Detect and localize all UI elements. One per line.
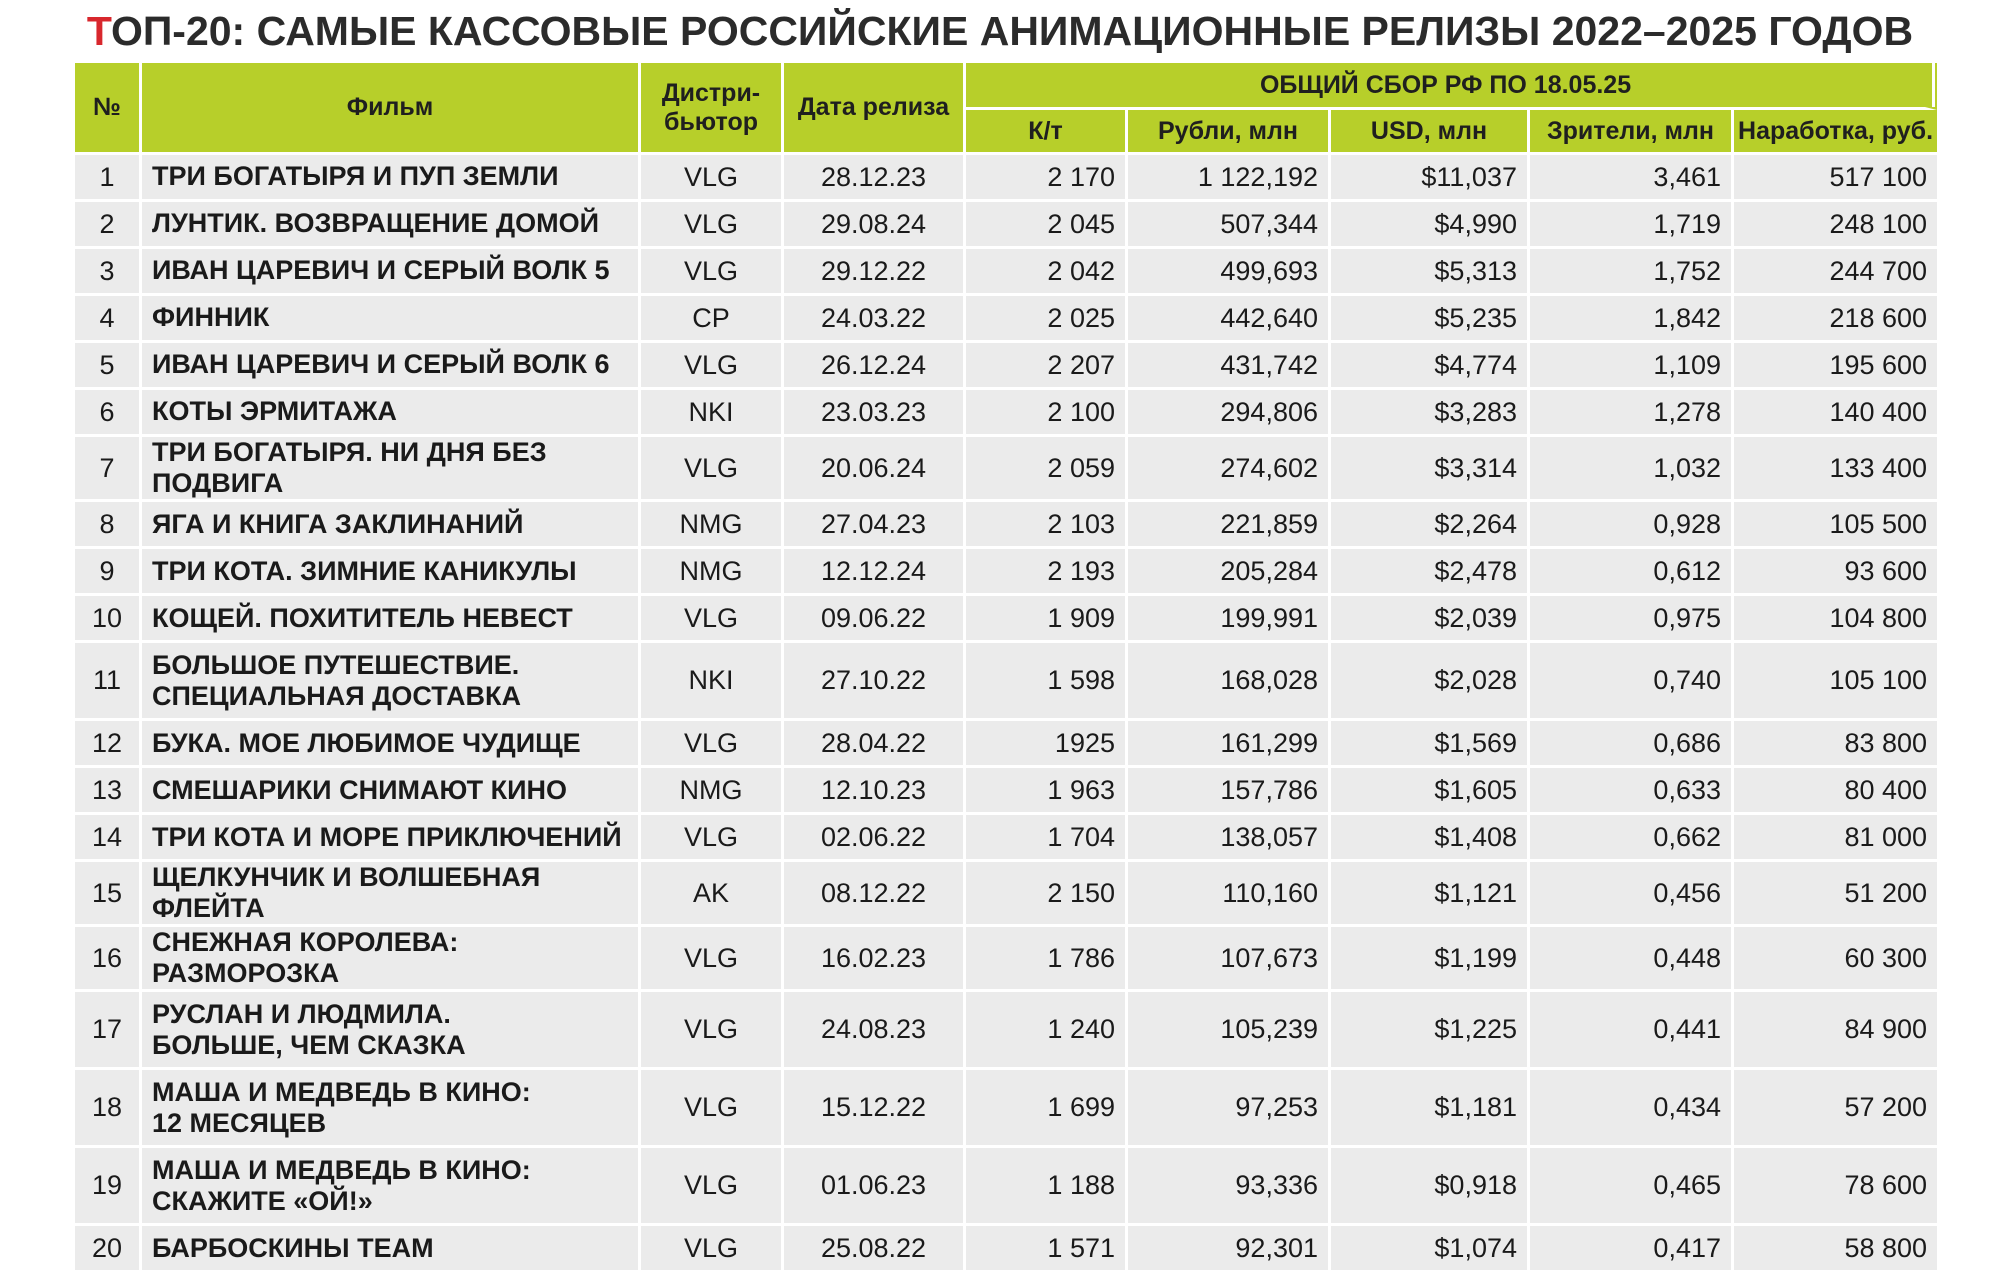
- title-text: ОП-20: САМЫЕ КАССОВЫЕ РОССИЙСКИЕ АНИМАЦИОННЫЕ РЕЛИЗЫ 2022–2025 ГОДОВ: [110, 8, 1914, 54]
- cell-viewers: 1,719: [1530, 202, 1734, 249]
- cell-rub: 161,299: [1128, 721, 1331, 768]
- cell-viewers: 0,434: [1530, 1070, 1734, 1148]
- cell-release-date: 08.12.22: [784, 862, 966, 927]
- cell-viewers: 0,448: [1530, 927, 1734, 992]
- cell-rub: 168,028: [1128, 643, 1331, 721]
- cell-usd: $1,569: [1331, 721, 1530, 768]
- col-header-distributor: Дистри- бьютор: [641, 63, 784, 155]
- cell-num: 15: [75, 862, 142, 927]
- cell-film: МАША И МЕДВЕДЬ В КИНО: СКАЖИТЕ «ОЙ!»: [142, 1148, 641, 1226]
- cell-num: 13: [75, 768, 142, 815]
- cell-per-print: 244 700: [1734, 249, 1937, 296]
- cell-num: 14: [75, 815, 142, 862]
- cell-usd: $5,235: [1331, 296, 1530, 343]
- cell-prints: 2 170: [966, 155, 1128, 202]
- cell-num: 1: [75, 155, 142, 202]
- cell-prints: 1 598: [966, 643, 1128, 721]
- cell-viewers: 1,278: [1530, 390, 1734, 437]
- cell-rub: 199,991: [1128, 596, 1331, 643]
- cell-prints: 2 207: [966, 343, 1128, 390]
- cell-release-date: 09.06.22: [784, 596, 966, 643]
- table-row: [75, 155, 1937, 202]
- table-row: [75, 249, 1937, 296]
- cell-num: 18: [75, 1070, 142, 1148]
- cell-per-print: 140 400: [1734, 390, 1937, 437]
- cell-num: 20: [75, 1226, 142, 1273]
- cell-film: ИВАН ЦАРЕВИЧ И СЕРЫЙ ВОЛК 5: [142, 249, 641, 296]
- cell-release-date: 25.08.22: [784, 1226, 966, 1273]
- cell-film: КОТЫ ЭРМИТАЖА: [142, 390, 641, 437]
- cell-distributor: VLG: [641, 1148, 784, 1226]
- cell-usd: $1,605: [1331, 768, 1530, 815]
- cell-release-date: 12.12.24: [784, 549, 966, 596]
- cell-viewers: 0,417: [1530, 1226, 1734, 1273]
- table-row: [75, 643, 1937, 721]
- cell-per-print: 51 200: [1734, 862, 1937, 927]
- cell-num: 10: [75, 596, 142, 643]
- cell-num: 5: [75, 343, 142, 390]
- cell-prints: 2 103: [966, 502, 1128, 549]
- cell-film: РУСЛАН И ЛЮДМИЛА. БОЛЬШЕ, ЧЕМ СКАЗКА: [142, 992, 641, 1070]
- table-row: [75, 502, 1937, 549]
- cell-distributor: NMG: [641, 502, 784, 549]
- cell-distributor: VLG: [641, 437, 784, 502]
- cell-usd: $0,918: [1331, 1148, 1530, 1226]
- cell-usd: $1,225: [1331, 992, 1530, 1070]
- cell-num: 4: [75, 296, 142, 343]
- cell-distributor: VLG: [641, 155, 784, 202]
- cell-distributor: NMG: [641, 549, 784, 596]
- col-header-num: №: [75, 63, 142, 155]
- table-row: [75, 343, 1937, 390]
- cell-rub: 294,806: [1128, 390, 1331, 437]
- cell-usd: $2,028: [1331, 643, 1530, 721]
- cell-usd: $1,074: [1331, 1226, 1530, 1273]
- cell-film: ЯГА И КНИГА ЗАКЛИНАНИЙ: [142, 502, 641, 549]
- cell-usd: $2,039: [1331, 596, 1530, 643]
- col-header-group-total: ОБЩИЙ СБОР РФ ПО 18.05.25: [966, 63, 1937, 110]
- cell-film: ФИННИК: [142, 296, 641, 343]
- cell-per-print: 80 400: [1734, 768, 1937, 815]
- cell-release-date: 29.08.24: [784, 202, 966, 249]
- cell-prints: 1 786: [966, 927, 1128, 992]
- table-row: [75, 390, 1937, 437]
- cell-usd: $4,990: [1331, 202, 1530, 249]
- cell-film: ИВАН ЦАРЕВИЧ И СЕРЫЙ ВОЛК 6: [142, 343, 641, 390]
- table-row: [75, 202, 1937, 249]
- cell-num: 3: [75, 249, 142, 296]
- cell-rub: 110,160: [1128, 862, 1331, 927]
- cell-rub: 442,640: [1128, 296, 1331, 343]
- cell-release-date: 28.04.22: [784, 721, 966, 768]
- cell-viewers: 1,842: [1530, 296, 1734, 343]
- cell-rub: 138,057: [1128, 815, 1331, 862]
- table-row: [75, 437, 1937, 502]
- cell-per-print: 248 100: [1734, 202, 1937, 249]
- cell-release-date: 24.03.22: [784, 296, 966, 343]
- cell-per-print: 93 600: [1734, 549, 1937, 596]
- cell-rub: 97,253: [1128, 1070, 1331, 1148]
- cell-film: ТРИ КОТА. ЗИМНИЕ КАНИКУЛЫ: [142, 549, 641, 596]
- cell-num: 17: [75, 992, 142, 1070]
- cell-rub: 507,344: [1128, 202, 1331, 249]
- cell-rub: 205,284: [1128, 549, 1331, 596]
- cell-num: 9: [75, 549, 142, 596]
- cell-distributor: AK: [641, 862, 784, 927]
- cell-film: БУКА. МОЕ ЛЮБИМОЕ ЧУДИЩЕ: [142, 721, 641, 768]
- cell-release-date: 27.10.22: [784, 643, 966, 721]
- table-row: [75, 596, 1937, 643]
- cell-usd: $3,283: [1331, 390, 1530, 437]
- cell-rub: 157,786: [1128, 768, 1331, 815]
- cell-viewers: 1,109: [1530, 343, 1734, 390]
- cell-rub: 92,301: [1128, 1226, 1331, 1273]
- title-first-letter: Т: [86, 8, 111, 54]
- cell-num: 12: [75, 721, 142, 768]
- table-row: [75, 549, 1937, 596]
- cell-distributor: VLG: [641, 992, 784, 1070]
- cell-viewers: 0,465: [1530, 1148, 1734, 1226]
- cell-per-print: 218 600: [1734, 296, 1937, 343]
- cell-release-date: 23.03.23: [784, 390, 966, 437]
- cell-prints: 2 150: [966, 862, 1128, 927]
- cell-per-print: 133 400: [1734, 437, 1937, 502]
- cell-film: ТРИ БОГАТЫРЯ. НИ ДНЯ БЕЗ ПОДВИГА: [142, 437, 641, 502]
- cell-distributor: CP: [641, 296, 784, 343]
- cell-viewers: 0,633: [1530, 768, 1734, 815]
- cell-film: ЩЕЛКУНЧИК И ВОЛШЕБНАЯ ФЛЕЙТА: [142, 862, 641, 927]
- cell-per-print: 57 200: [1734, 1070, 1937, 1148]
- cell-num: 6: [75, 390, 142, 437]
- cell-release-date: 20.06.24: [784, 437, 966, 502]
- cell-viewers: 0,441: [1530, 992, 1734, 1070]
- table-row: [75, 721, 1937, 768]
- cell-rub: 499,693: [1128, 249, 1331, 296]
- cell-distributor: VLG: [641, 721, 784, 768]
- cell-prints: 2 045: [966, 202, 1128, 249]
- table-row: [75, 927, 1937, 992]
- table-row: [75, 992, 1937, 1070]
- cell-release-date: 12.10.23: [784, 768, 966, 815]
- cell-distributor: VLG: [641, 202, 784, 249]
- cell-viewers: 3,461: [1530, 155, 1734, 202]
- cell-per-print: 84 900: [1734, 992, 1937, 1070]
- cell-distributor: VLG: [641, 1226, 784, 1273]
- table-row: [75, 1148, 1937, 1226]
- cell-usd: $1,199: [1331, 927, 1530, 992]
- cell-per-print: 517 100: [1734, 155, 1937, 202]
- cell-prints: 1 571: [966, 1226, 1128, 1273]
- table-row: [75, 296, 1937, 343]
- cell-film: СМЕШАРИКИ СНИМАЮТ КИНО: [142, 768, 641, 815]
- cell-distributor: NMG: [641, 768, 784, 815]
- cell-per-print: 81 000: [1734, 815, 1937, 862]
- cell-usd: $4,774: [1331, 343, 1530, 390]
- cell-viewers: 0,686: [1530, 721, 1734, 768]
- cell-viewers: 0,740: [1530, 643, 1734, 721]
- cell-distributor: NKI: [641, 390, 784, 437]
- col-header-release-date: Дата релиза: [784, 63, 966, 155]
- cell-rub: 107,673: [1128, 927, 1331, 992]
- cell-num: 2: [75, 202, 142, 249]
- cell-prints: 2 025: [966, 296, 1128, 343]
- cell-viewers: 0,928: [1530, 502, 1734, 549]
- cell-per-print: 105 100: [1734, 643, 1937, 721]
- cell-viewers: 0,456: [1530, 862, 1734, 927]
- cell-prints: 2 059: [966, 437, 1128, 502]
- col-header-usd: USD, млн: [1331, 110, 1530, 155]
- cell-rub: 105,239: [1128, 992, 1331, 1070]
- cell-distributor: VLG: [641, 927, 784, 992]
- cell-prints: 1 240: [966, 992, 1128, 1070]
- cell-release-date: 02.06.22: [784, 815, 966, 862]
- cell-distributor: NKI: [641, 643, 784, 721]
- cell-rub: 274,602: [1128, 437, 1331, 502]
- cell-usd: $5,313: [1331, 249, 1530, 296]
- cell-usd: $3,314: [1331, 437, 1530, 502]
- table-row: [75, 768, 1937, 815]
- table-row: [75, 1226, 1937, 1273]
- cell-release-date: 24.08.23: [784, 992, 966, 1070]
- cell-num: 19: [75, 1148, 142, 1226]
- box-office-table: [75, 63, 1937, 1273]
- cell-viewers: 1,752: [1530, 249, 1734, 296]
- cell-distributor: VLG: [641, 343, 784, 390]
- cell-per-print: 58 800: [1734, 1226, 1937, 1273]
- cell-film: МАША И МЕДВЕДЬ В КИНО: 12 МЕСЯЦЕВ: [142, 1070, 641, 1148]
- col-header-film: Фильм: [142, 63, 641, 155]
- cell-film: ЛУНТИК. ВОЗВРАЩЕНИЕ ДОМОЙ: [142, 202, 641, 249]
- cell-rub: 1 122,192: [1128, 155, 1331, 202]
- cell-usd: $1,121: [1331, 862, 1530, 927]
- cell-release-date: 16.02.23: [784, 927, 966, 992]
- cell-usd: $1,408: [1331, 815, 1530, 862]
- cell-distributor: VLG: [641, 815, 784, 862]
- cell-usd: $11,037: [1331, 155, 1530, 202]
- cell-viewers: 0,662: [1530, 815, 1734, 862]
- cell-distributor: VLG: [641, 596, 784, 643]
- cell-release-date: 15.12.22: [784, 1070, 966, 1148]
- cell-prints: 2 193: [966, 549, 1128, 596]
- cell-prints: 1 963: [966, 768, 1128, 815]
- cell-num: 16: [75, 927, 142, 992]
- cell-release-date: 01.06.23: [784, 1148, 966, 1226]
- cell-distributor: VLG: [641, 249, 784, 296]
- cell-viewers: 1,032: [1530, 437, 1734, 502]
- cell-film: ТРИ КОТА И МОРЕ ПРИКЛЮЧЕНИЙ: [142, 815, 641, 862]
- cell-prints: 1925: [966, 721, 1128, 768]
- cell-film: БОЛЬШОЕ ПУТЕШЕСТВИЕ. СПЕЦИАЛЬНАЯ ДОСТАВКА: [142, 643, 641, 721]
- cell-usd: $1,181: [1331, 1070, 1530, 1148]
- cell-per-print: 105 500: [1734, 502, 1937, 549]
- cell-film: БАРБОСКИНЫ TEAM: [142, 1226, 641, 1273]
- cell-num: 7: [75, 437, 142, 502]
- cell-release-date: 28.12.23: [784, 155, 966, 202]
- cell-prints: 2 100: [966, 390, 1128, 437]
- col-header-viewers: Зрители, млн: [1530, 110, 1734, 155]
- cell-prints: 1 704: [966, 815, 1128, 862]
- col-header-per-print: Наработка, руб.: [1734, 110, 1937, 155]
- cell-film: ТРИ БОГАТЫРЯ И ПУП ЗЕМЛИ: [142, 155, 641, 202]
- cell-per-print: 83 800: [1734, 721, 1937, 768]
- table-row: [75, 1070, 1937, 1148]
- cell-release-date: 26.12.24: [784, 343, 966, 390]
- cell-rub: 93,336: [1128, 1148, 1331, 1226]
- cell-num: 11: [75, 643, 142, 721]
- table-row: [75, 862, 1937, 927]
- cell-prints: 1 909: [966, 596, 1128, 643]
- cell-release-date: 29.12.22: [784, 249, 966, 296]
- cell-film: СНЕЖНАЯ КОРОЛЕВА: РАЗМОРОЗКА: [142, 927, 641, 992]
- cell-viewers: 0,975: [1530, 596, 1734, 643]
- cell-per-print: 104 800: [1734, 596, 1937, 643]
- cell-usd: $2,264: [1331, 502, 1530, 549]
- cell-film: КОЩЕЙ. ПОХИТИТЕЛЬ НЕВЕСТ: [142, 596, 641, 643]
- cell-usd: $2,478: [1331, 549, 1530, 596]
- col-header-prints: К/т: [966, 110, 1128, 155]
- cell-rub: 221,859: [1128, 502, 1331, 549]
- cell-prints: 1 188: [966, 1148, 1128, 1226]
- cell-viewers: 0,612: [1530, 549, 1734, 596]
- cell-per-print: 195 600: [1734, 343, 1937, 390]
- table-row: [75, 815, 1937, 862]
- cell-distributor: VLG: [641, 1070, 784, 1148]
- page-title: [0, 8, 2000, 60]
- cell-per-print: 78 600: [1734, 1148, 1937, 1226]
- cell-num: 8: [75, 502, 142, 549]
- col-header-rub: Рубли, млн: [1128, 110, 1331, 155]
- cell-per-print: 60 300: [1734, 927, 1937, 992]
- cell-rub: 431,742: [1128, 343, 1331, 390]
- cell-prints: 2 042: [966, 249, 1128, 296]
- cell-release-date: 27.04.23: [784, 502, 966, 549]
- cell-prints: 1 699: [966, 1070, 1128, 1148]
